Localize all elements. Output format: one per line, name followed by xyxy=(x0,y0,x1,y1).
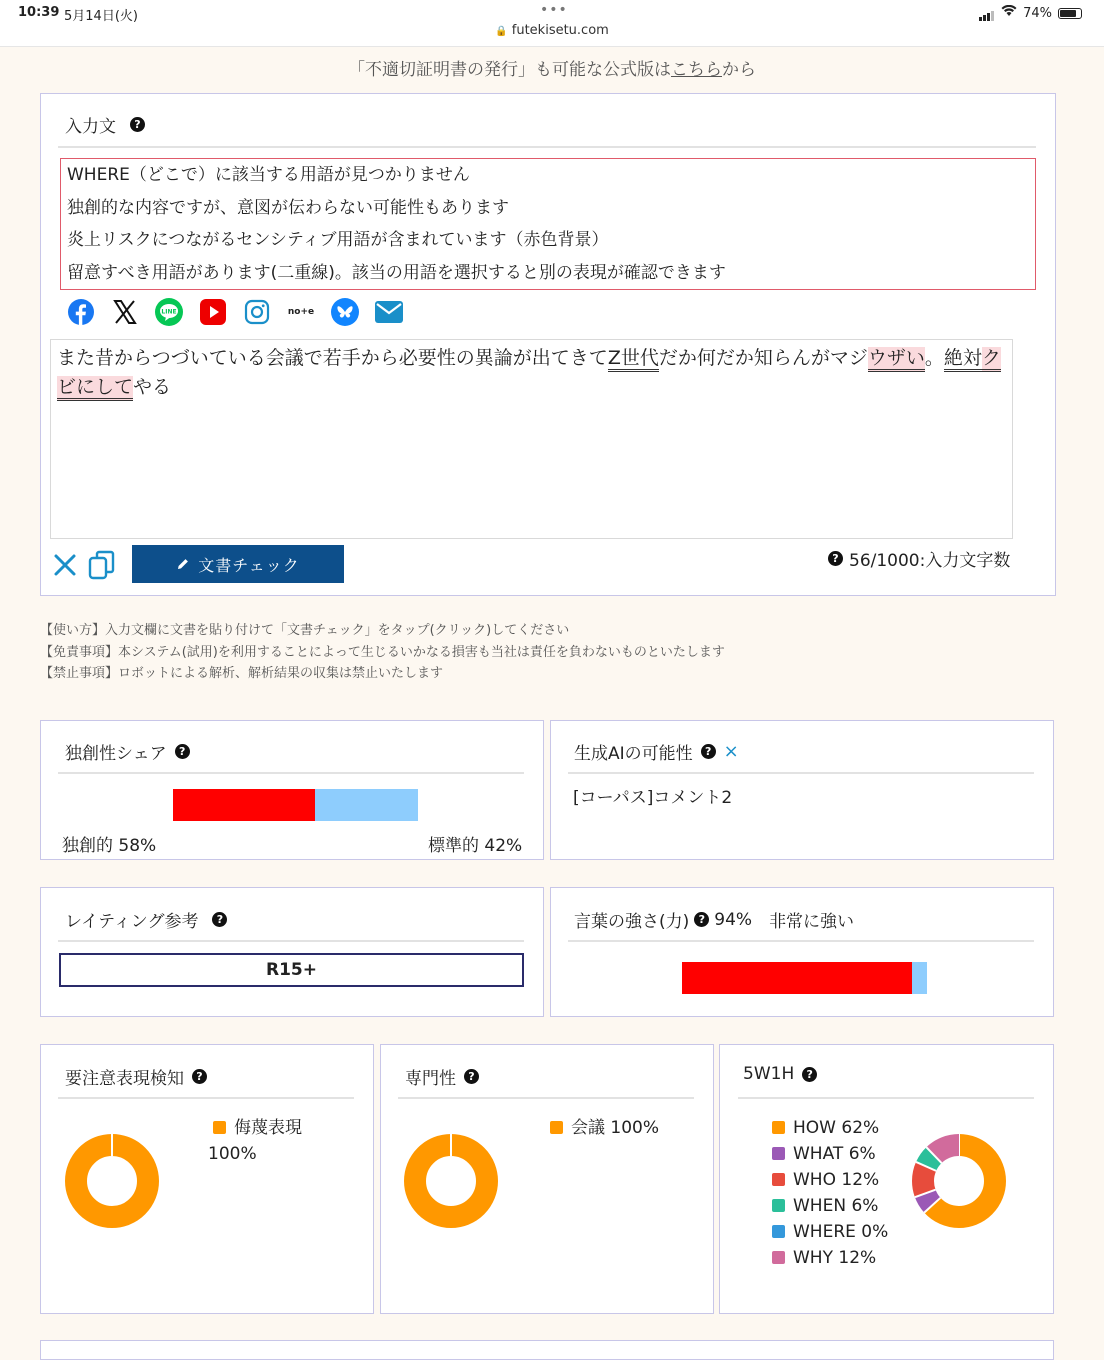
strength-title xyxy=(574,907,854,932)
x-icon[interactable] xyxy=(110,297,140,327)
legend-item-where xyxy=(772,1219,888,1245)
legend-label: WHY 12% xyxy=(793,1248,877,1268)
original-label: 独創的 58% xyxy=(62,836,157,856)
ai-possibility-text: [コーパス]コメント2 xyxy=(573,788,733,808)
status-right xyxy=(979,5,1082,21)
note-line: 【使い方】入力文欄に文書を貼り付けて「文書チェック」をタップ(クリック)してください xyxy=(40,623,570,638)
flagged-term[interactable]: Z世代 xyxy=(608,347,659,372)
originality-bar xyxy=(173,789,418,821)
divider xyxy=(58,772,524,774)
message-box xyxy=(60,158,1036,290)
bluesky-icon[interactable] xyxy=(330,297,360,327)
originality-title-text: 独創性シェア xyxy=(65,744,167,764)
legend-swatch xyxy=(772,1251,785,1264)
legend-swatch xyxy=(772,1199,785,1212)
legend-swatch xyxy=(550,1121,563,1134)
check-button[interactable] xyxy=(132,545,344,583)
caution-legend xyxy=(208,1115,302,1167)
caution-donut xyxy=(64,1133,160,1229)
notice-link[interactable]: こちら xyxy=(671,60,722,80)
check-button-label: 文書チェック xyxy=(198,555,300,575)
divider xyxy=(58,1097,354,1099)
notice xyxy=(0,55,1104,80)
more-dots-icon[interactable]: ••• xyxy=(540,2,568,18)
divider xyxy=(58,940,524,942)
legend-label: 侮蔑表現 xyxy=(234,1118,302,1138)
strength-bar xyxy=(682,962,927,994)
usage-notes xyxy=(40,620,725,685)
help-icon[interactable]: ? xyxy=(192,1069,207,1084)
legend-label: WHAT 6% xyxy=(793,1144,876,1164)
date: 5月14日(火) xyxy=(64,9,138,24)
legend-item xyxy=(550,1115,659,1141)
help-icon[interactable]: ? xyxy=(828,551,843,566)
clear-icon[interactable] xyxy=(53,553,77,581)
sensitive-term[interactable]: クビにして xyxy=(57,347,1001,401)
caution-title xyxy=(65,1064,207,1089)
legend-swatch xyxy=(772,1147,785,1160)
signal-icon xyxy=(979,6,995,21)
legend-swatch xyxy=(772,1225,785,1238)
divider xyxy=(568,940,1034,942)
ai-possibility-title xyxy=(574,739,739,764)
rating-title xyxy=(65,907,227,932)
battery-icon xyxy=(1058,8,1082,19)
legend-label: WHERE 0% xyxy=(793,1222,889,1242)
help-icon[interactable]: ? xyxy=(694,912,709,927)
line-icon[interactable] xyxy=(154,297,184,327)
legend-label: 会議 100% xyxy=(571,1118,660,1138)
five-w-one-h-title-text: 5W1H xyxy=(743,1064,795,1084)
standard-label: 標準的 42% xyxy=(428,836,523,856)
ai-possibility-title-text: 生成AIの可能性 xyxy=(574,744,693,764)
flagged-term[interactable]: 絶対 xyxy=(944,347,982,372)
originality-bar-standard xyxy=(315,789,418,821)
note-icon[interactable]: no+e xyxy=(287,307,315,317)
text-segment: やる xyxy=(133,376,172,398)
lock-icon: 🔒 xyxy=(495,26,508,37)
five-w-one-h-legend xyxy=(772,1115,888,1271)
legend-item-why xyxy=(772,1245,888,1271)
strength-label: 非常に強い xyxy=(769,912,855,932)
status-bar xyxy=(0,0,1104,47)
wifi-icon xyxy=(1001,5,1017,21)
expertise-title-text: 専門性 xyxy=(405,1069,456,1089)
char-counter xyxy=(828,546,1010,571)
message-line: 独創的な内容ですが、意図が伝わらない可能性もあります xyxy=(67,197,509,218)
expertise-legend xyxy=(550,1115,659,1141)
originality-bar-original xyxy=(173,789,315,821)
sensitive-term[interactable]: ウザい xyxy=(868,347,925,372)
pencil-icon xyxy=(176,557,190,571)
legend-swatch xyxy=(213,1121,226,1134)
text-segment: だか何だか知らんがマジ xyxy=(658,347,868,369)
divider xyxy=(568,772,1034,774)
youtube-icon[interactable] xyxy=(198,297,228,327)
char-counter-text: 56/1000:入力文字数 xyxy=(849,551,1011,571)
clock: 10:39 xyxy=(18,5,60,20)
legend-item xyxy=(208,1115,302,1141)
input-title-text: 入力文 xyxy=(65,117,116,137)
notice-suffix: から xyxy=(722,60,756,80)
message-line: 留意すべき用語があります(二重線)。該当の用語を選択すると別の表現が確認できます xyxy=(67,262,726,283)
originality-title xyxy=(65,739,190,764)
facebook-icon[interactable] xyxy=(66,297,96,327)
svg-text:LINE: LINE xyxy=(161,308,177,316)
caution-title-text: 要注意表現検知 xyxy=(65,1069,184,1089)
legend-value: 100% xyxy=(208,1144,257,1164)
legend-swatch xyxy=(772,1173,785,1186)
divider xyxy=(738,1097,1034,1099)
help-icon[interactable]: ? xyxy=(130,117,145,132)
divider xyxy=(58,146,1036,148)
legend-label: HOW 62% xyxy=(793,1118,880,1138)
expertise-donut xyxy=(403,1133,499,1229)
strength-title-text: 言葉の強さ(力) xyxy=(574,912,690,932)
address-bar[interactable] xyxy=(0,23,1104,38)
help-icon[interactable]: ? xyxy=(701,744,716,759)
help-icon[interactable]: ? xyxy=(175,744,190,759)
legend-label: WHEN 6% xyxy=(793,1196,879,1216)
url-text: futekisetu.com xyxy=(511,23,609,38)
text-segment: 。 xyxy=(924,347,944,369)
divider xyxy=(398,1097,694,1099)
rating-value: R15+ xyxy=(59,953,524,987)
mail-icon[interactable] xyxy=(374,297,404,327)
next-card xyxy=(40,1340,1054,1360)
message-line: 炎上リスクにつながるセンシティブ用語が含まれています（赤色背景） xyxy=(67,230,609,250)
strength-value: 94% xyxy=(714,909,753,930)
strength-bar-rest xyxy=(912,962,927,994)
legend-label: WHO 12% xyxy=(793,1170,880,1190)
social-share-bar xyxy=(66,297,404,327)
legend-item-what xyxy=(772,1141,888,1167)
text-segment: また昔からつづいている会議で若手から必要性の異論が出てきて xyxy=(57,347,608,369)
notice-prefix: 「不適切証明書の発行」も可能な公式版は xyxy=(348,60,671,80)
five-w-one-h-donut xyxy=(911,1133,1007,1229)
help-icon[interactable]: ? xyxy=(802,1067,817,1082)
note-line: 【免責事項】本システム(試用)を利用することによって生じるいかなる損害も当社は責任を負わないものといたします xyxy=(40,644,725,660)
battery-percent: 74% xyxy=(1023,5,1052,21)
strength-bar-fill xyxy=(682,962,912,994)
legend-swatch xyxy=(772,1121,785,1134)
message-line: WHERE（どこで）に該当する用語が見つかりません xyxy=(67,165,470,185)
five-w-one-h-title xyxy=(743,1064,817,1084)
copy-icon[interactable] xyxy=(88,550,116,586)
legend-item-how xyxy=(772,1115,888,1141)
help-icon[interactable]: ? xyxy=(464,1069,479,1084)
legend-item-when xyxy=(772,1193,888,1219)
note-line: 【禁止事項】ロボットによる解析、解析結果の収集は禁止いたします xyxy=(40,666,444,681)
instagram-icon[interactable] xyxy=(242,297,272,327)
help-icon[interactable]: ? xyxy=(212,912,227,927)
close-icon[interactable]: × xyxy=(723,741,739,762)
input-title xyxy=(65,112,145,137)
legend-item-who xyxy=(772,1167,888,1193)
expertise-title xyxy=(405,1064,479,1089)
input-textarea[interactable] xyxy=(50,339,1013,539)
rating-title-text: レイティング参考 xyxy=(65,912,199,932)
